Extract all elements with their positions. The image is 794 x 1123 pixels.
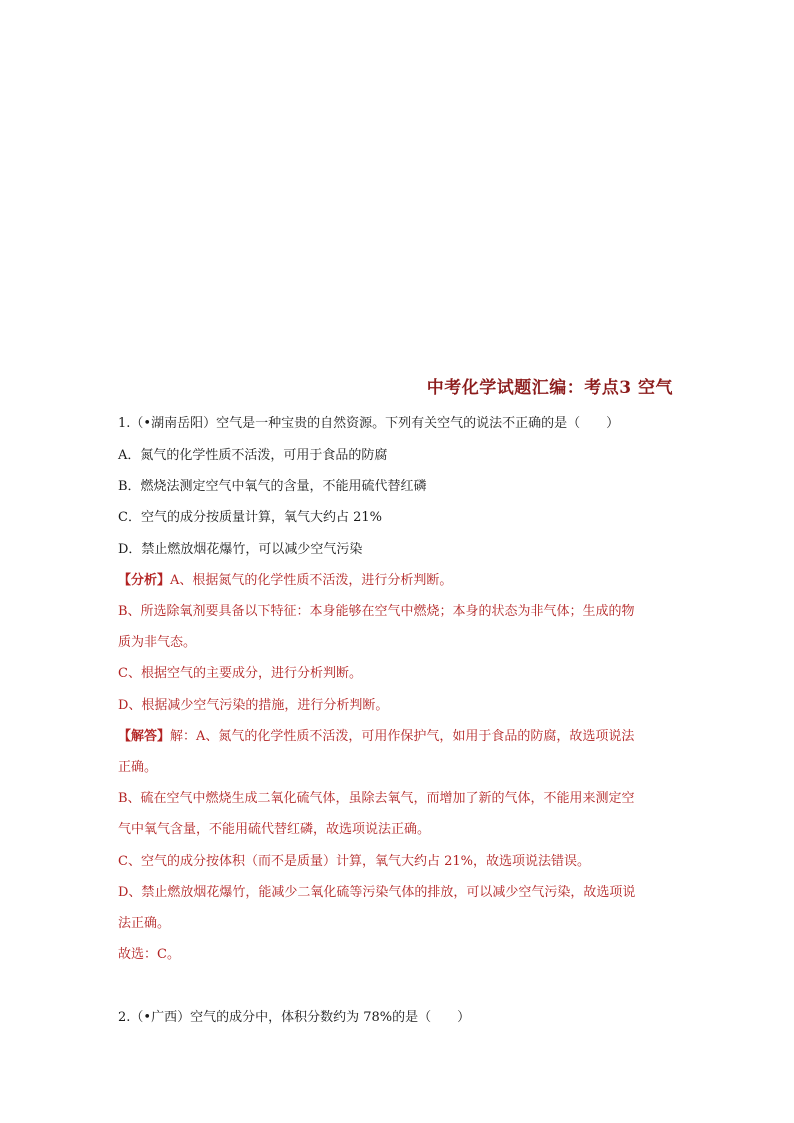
answer-line: 气中氧气含量，不能用硫代替红磷，故选项说法正确。 (118, 822, 431, 837)
analysis-line: D、根据减少空气污染的措施，进行分析判断。 (118, 698, 389, 713)
document-title: 中考化学试题汇编：考点3 空气 (426, 378, 673, 398)
answer-line (118, 729, 678, 745)
answer-line: C、空气的成分按体积（而不是质量）计算，氧气大约占 21%，故选项说法错误。 (118, 854, 590, 869)
answer-tag: 【解答】 (118, 729, 171, 744)
answer-line: B、硫在空气中燃烧生成二氧化硫气体，虽除去氧气，而增加了新的气体，不能用来测定空 (118, 791, 635, 806)
option-d: D．禁止燃放烟花爆竹，可以减少空气污染 (118, 542, 363, 557)
answer-line: D、禁止燃放烟花爆竹，能减少二氧化硫等污染气体的排放，可以减少空气污染，故选项说 (118, 885, 636, 900)
question-1-stem (118, 416, 678, 432)
question-2-stem-end: ） (457, 1010, 471, 1025)
analysis-first-text: A、根据氮气的化学性质不活泼，进行分析判断。 (170, 573, 453, 588)
answer-conclusion: 故选：C。 (118, 947, 180, 962)
question-2-stem-text: 2.（•广西）空气的成分中，体积分数约为 78%的是（ (118, 1010, 432, 1025)
option-a: A．氮气的化学性质不活泼，可用于食品的防腐 (118, 448, 388, 463)
analysis-line: C、根据空气的主要成分，进行分析判断。 (118, 666, 362, 681)
question-2-stem (118, 1010, 678, 1026)
question-1-stem-end: ） (606, 416, 620, 431)
analysis-line: 质为非气态。 (118, 635, 197, 650)
option-c: C．空气的成分按质量计算，氧气大约占 21% (118, 510, 382, 525)
analysis-line: B、所选除氧剂要具备以下特征：本身能够在空气中燃烧；本身的状态为非气体；生成的物 (118, 604, 635, 619)
answer-line: 法正确。 (118, 916, 171, 931)
answer-first-text: 解：A、氮气的化学性质不活泼，可用作保护气，如用于食品的防腐，故选项说法 (170, 729, 635, 744)
analysis-tag: 【分析】 (118, 573, 171, 588)
analysis-line (118, 573, 678, 589)
option-b: B．燃烧法测定空气中氧气的含量，不能用硫代替红磷 (118, 479, 427, 494)
question-1-stem-text: 1.（•湖南岳阳）空气是一种宝贵的自然资源。下列有关空气的说法不正确的是（ (118, 416, 581, 431)
answer-line: 正确。 (118, 760, 158, 775)
